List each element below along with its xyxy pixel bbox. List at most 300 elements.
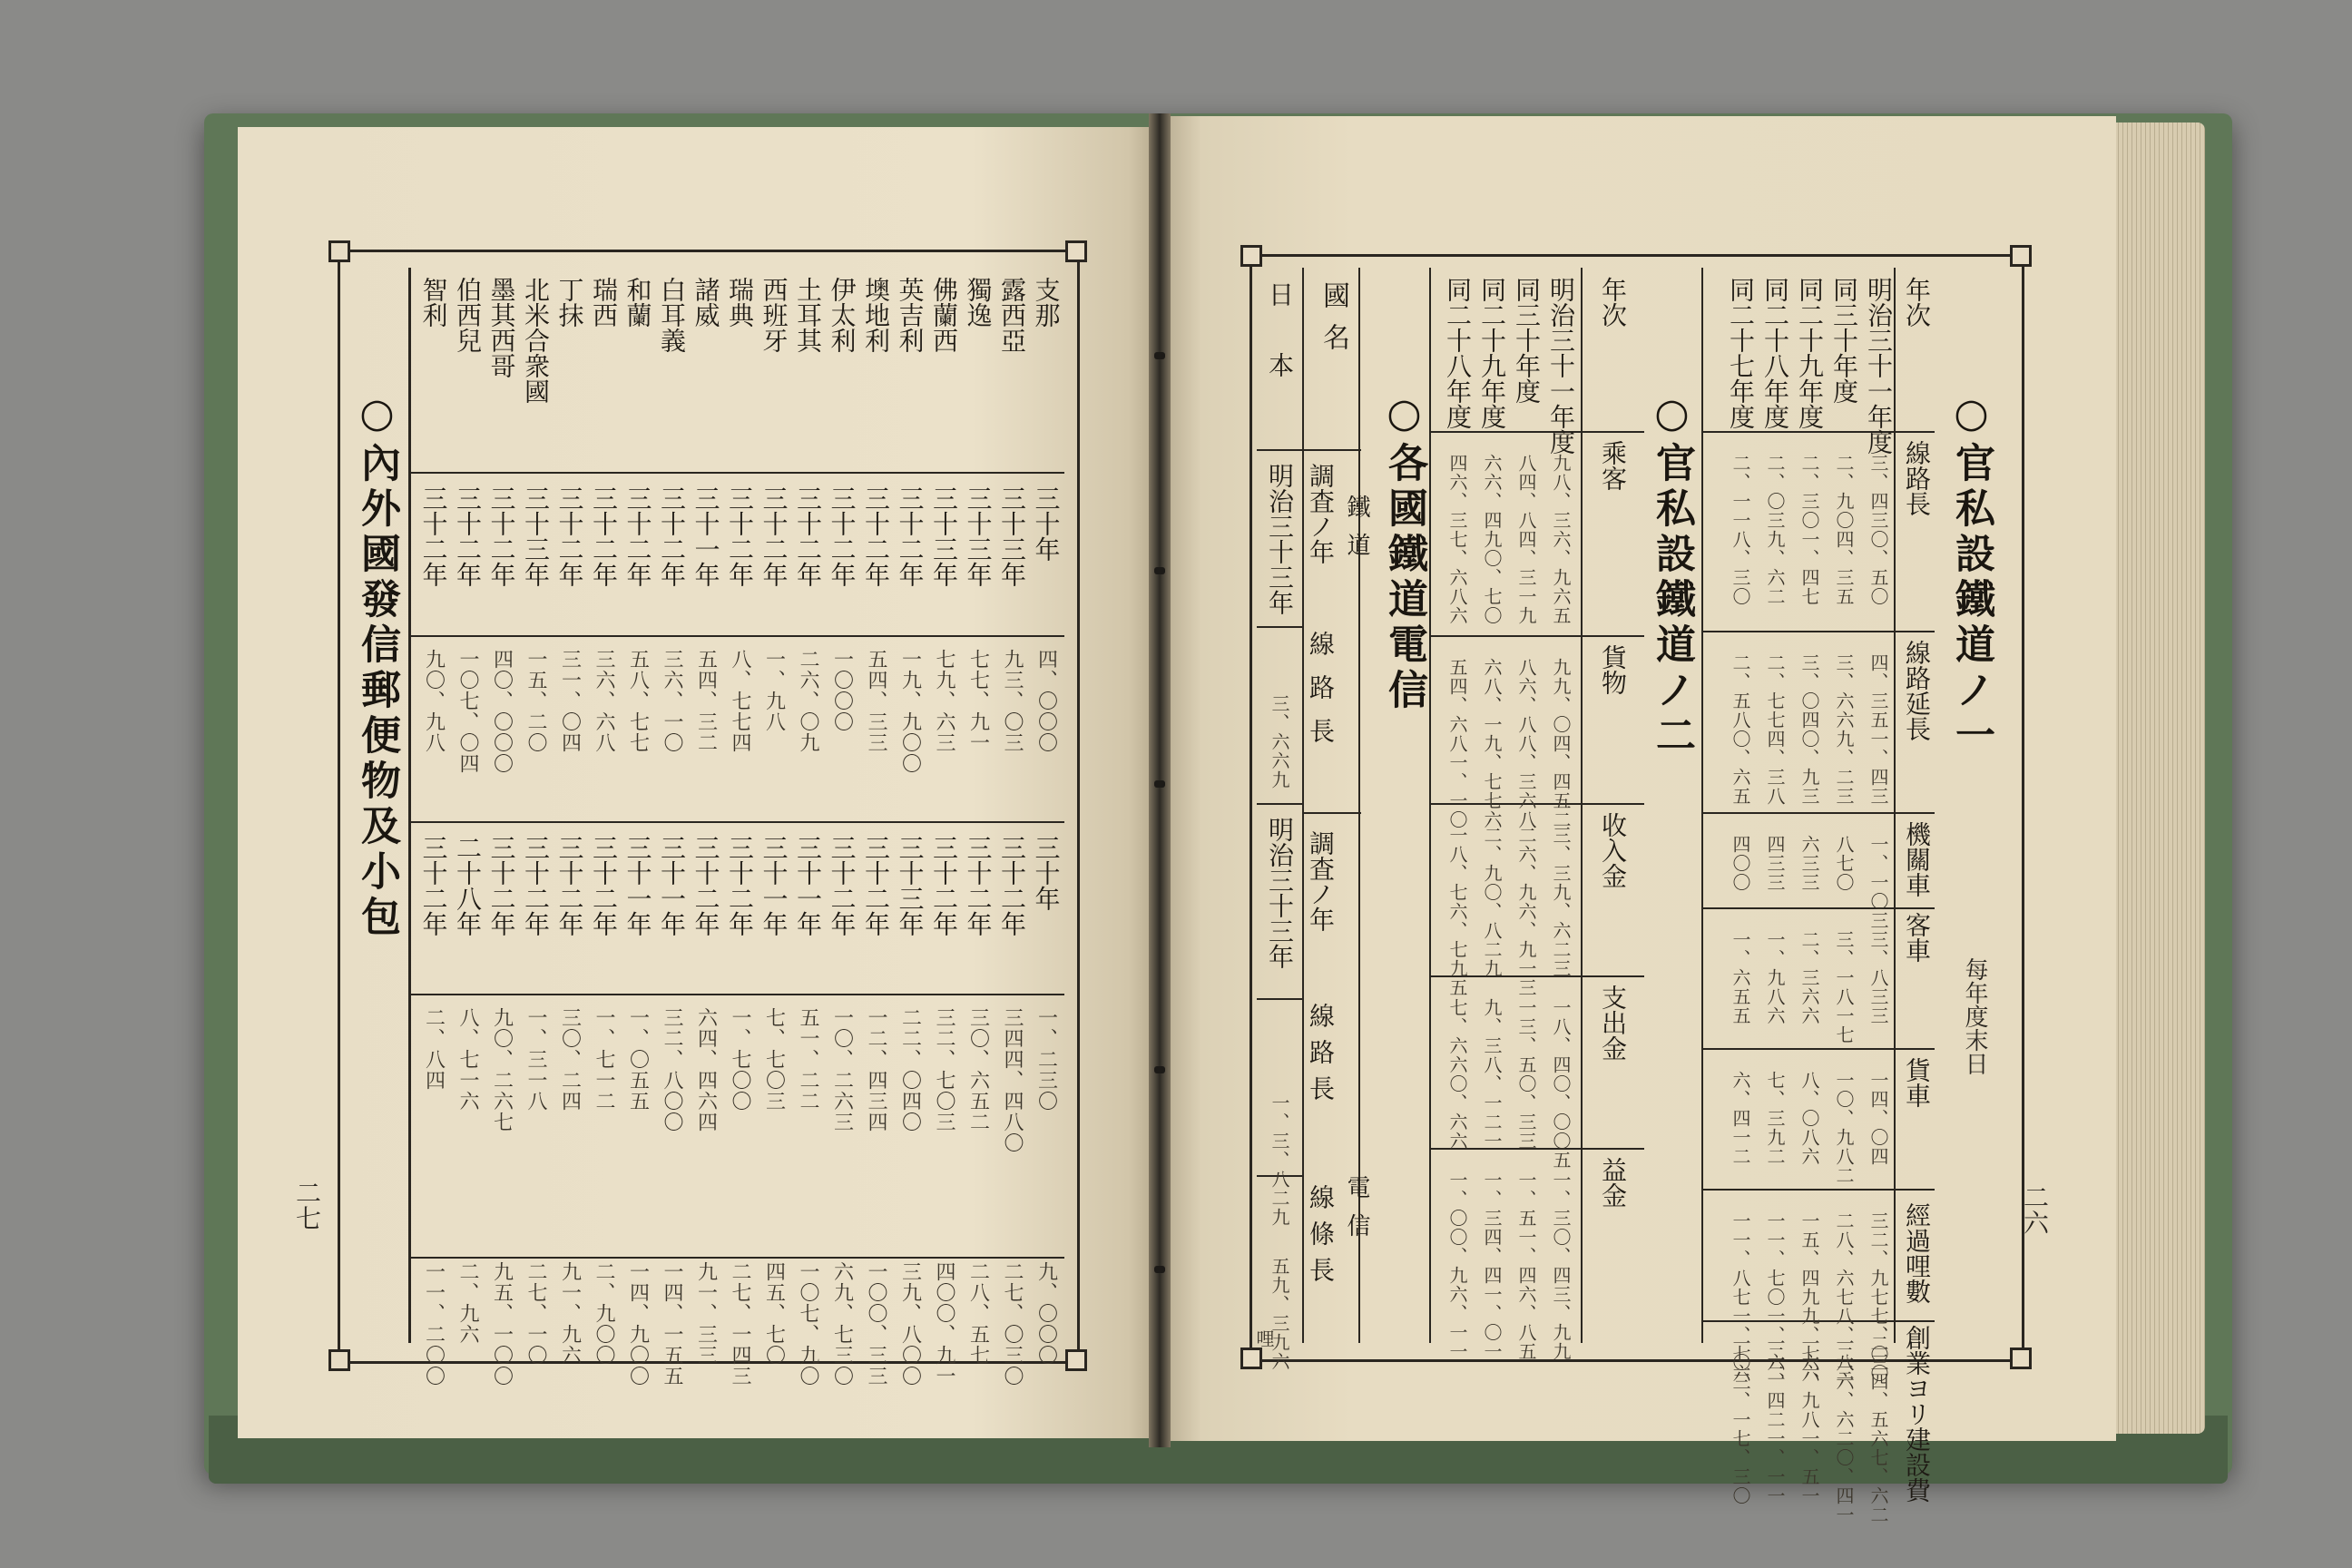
value-c: 二、九〇〇	[593, 1261, 615, 1366]
table1-col3-cell	[1759, 835, 1791, 892]
tel-wire-label: 線條長	[1306, 1184, 1336, 1293]
table1-col4-cell	[1828, 930, 1860, 1044]
frame-corner	[328, 240, 350, 262]
tel-survey-label: 調査ノ年	[1306, 830, 1336, 932]
table1-col3-cell	[1793, 835, 1826, 892]
survey-year-b-cell	[928, 835, 959, 936]
table2-col2-cell	[1544, 658, 1577, 829]
country-name: 露西亞	[997, 277, 1027, 353]
table1-col6: 二八、六七八、二三	[1833, 1211, 1855, 1383]
country-name: 智利	[418, 277, 449, 328]
value-a: 一、二三〇	[1034, 1007, 1058, 1112]
table2-col4-cell	[1441, 998, 1474, 1151]
table1-header-cell	[1898, 1057, 1935, 1108]
mail-table	[408, 268, 1064, 1387]
survey-year-a: 三十三年	[929, 485, 959, 587]
table2-header-cell	[1594, 1157, 1631, 1208]
table2-title: ○官私設鐵道ノ二	[1649, 390, 1695, 760]
value-a-cell	[588, 1007, 619, 1112]
country-name: 西班牙	[759, 277, 789, 353]
table2-col5-cell	[1544, 1171, 1577, 1361]
survey-year-b-cell	[827, 835, 858, 936]
table2-header-cell	[1594, 985, 1631, 1061]
value-c-cell	[554, 1261, 585, 1366]
survey-year-a-cell	[759, 485, 789, 587]
table1-col5: 一〇、九八二	[1833, 1071, 1855, 1185]
table2-col1-cell	[1544, 454, 1577, 625]
survey-year-a-cell	[928, 485, 959, 587]
country-name-cell	[963, 277, 994, 328]
table1-col7: 一〇三、一七、三〇	[1730, 1334, 1751, 1505]
country-name: 支那	[1031, 277, 1062, 328]
value-c: 一〇七、九〇	[797, 1261, 819, 1387]
table1-col5-cell	[1862, 1071, 1895, 1166]
country-name: 白耳義	[657, 277, 687, 353]
country-name: 丁抹	[554, 277, 585, 328]
table1-header-cell	[1898, 912, 1935, 963]
table2-col3-cell	[1544, 826, 1577, 978]
value-a: 七、七〇三	[762, 1007, 786, 1112]
survey-year-a-cell	[792, 485, 823, 587]
value-b: 五八、七七	[626, 649, 650, 753]
table1-col2-cell	[1828, 653, 1860, 806]
header-railway: 鐵道	[1343, 495, 1370, 571]
country-name-cell	[656, 277, 687, 353]
table2-col3: 二、九〇、八二九	[1481, 826, 1503, 978]
value-a-cell	[554, 1007, 585, 1112]
country-name: 諸威	[691, 277, 721, 328]
table1-col7-cell	[1828, 1334, 1860, 1524]
survey-year-b-cell	[759, 835, 789, 936]
table2-col1: 八四、八四、三一九	[1515, 454, 1537, 625]
table1-title: ○官私設鐵道ノ一	[1948, 390, 1994, 760]
table1-col4-cell	[1724, 930, 1757, 1025]
table2-col2-cell	[1441, 658, 1474, 829]
table2-col3-cell	[1441, 826, 1474, 997]
survey-year-b: 三十二年	[418, 835, 449, 936]
table1-col7: 二三四、五六七、六二	[1867, 1334, 1889, 1524]
table2-col5: 一、〇〇、九六、一一	[1446, 1171, 1468, 1361]
value-b-cell	[860, 649, 891, 753]
survey-year-b: 三十二年	[827, 835, 858, 936]
table2-year-cell	[1475, 277, 1508, 429]
table1-col6: 一一、七〇一、二二	[1764, 1211, 1786, 1383]
value-a: 一、七〇〇	[729, 1007, 751, 1112]
survey-year-b-cell	[656, 835, 687, 936]
survey-year-b: 三十二年	[521, 835, 551, 936]
country-name-cell	[452, 277, 483, 353]
stitch-hole	[1154, 567, 1165, 574]
tel-line-value: 一、三、八二九	[1269, 1093, 1290, 1227]
table1-col1-cell	[1862, 454, 1895, 606]
country-name-cell	[860, 277, 891, 353]
value-a: 三四四、四八〇	[1001, 1007, 1024, 1153]
table2-header-cell	[1594, 277, 1631, 328]
table1-col3-cell	[1724, 835, 1757, 892]
survey-year-a: 三十三年	[521, 485, 551, 587]
header-country-name: 國名	[1318, 281, 1349, 365]
rail-length-label: 線路長	[1306, 631, 1336, 761]
survey-year-a-cell	[656, 485, 687, 587]
country-name-cell	[622, 277, 653, 328]
value-c-cell	[418, 1261, 449, 1387]
survey-year-a: 三十年	[1031, 485, 1062, 562]
value-c: 二七、〇三〇	[1001, 1261, 1024, 1387]
table1-col1: 二、〇三九、六二	[1764, 454, 1786, 606]
table1-col4: 三、八三三	[1867, 930, 1889, 1025]
value-a: 三二、八〇〇	[661, 1007, 683, 1132]
table2-col3-cell	[1510, 826, 1543, 997]
value-a: 二、八四	[422, 1007, 446, 1091]
table1-col4: 一、六五五	[1730, 930, 1751, 1025]
country-name-cell	[486, 277, 517, 378]
survey-year-b: 三十二年	[589, 835, 619, 936]
table2-year-cell	[1544, 277, 1577, 455]
value-a: 三〇、六五二	[966, 1007, 990, 1132]
country-name-cell	[928, 277, 959, 353]
survey-year-b: 三十三年	[895, 835, 926, 936]
table2-year: 同三十年度	[1512, 277, 1542, 404]
survey-year-a-cell	[996, 485, 1027, 587]
table1-header: 經過哩數	[1902, 1202, 1932, 1304]
survey-year-b: 三十二年	[554, 835, 585, 936]
table1-header-cell	[1898, 440, 1935, 516]
table2-col1-cell	[1441, 454, 1474, 625]
value-a: 九〇、二六七	[490, 1007, 514, 1132]
value-c-cell	[792, 1261, 823, 1387]
table1-col7: 一六、九八一、五一	[1798, 1334, 1820, 1505]
survey-year-a-cell	[691, 485, 721, 587]
table1-col2: 二、五八〇、六五	[1730, 653, 1751, 806]
table1-col2: 二、七七四、三八	[1764, 653, 1786, 806]
value-c: 三九、八〇〇	[898, 1261, 922, 1387]
left-page-title: ○內外國發信郵便物及小包	[354, 390, 400, 941]
table2-year-cell	[1510, 277, 1543, 404]
stitch-hole	[1154, 780, 1165, 788]
table1-header-cell	[1898, 821, 1935, 897]
table2-col2-cell	[1510, 658, 1543, 829]
survey-year-b-cell	[486, 835, 517, 936]
value-b: 一〇〇〇	[830, 649, 854, 732]
survey-year-a: 三十二年	[725, 485, 755, 587]
country-name-cell	[691, 277, 721, 328]
table1-year: 明治三十一年度	[1864, 277, 1894, 455]
table2-header-cell	[1594, 644, 1631, 695]
table2-header: 貨物	[1598, 644, 1628, 695]
survey-year-a-cell	[554, 485, 585, 587]
value-a-cell	[656, 1007, 687, 1132]
survey-year-b-cell	[554, 835, 585, 936]
country-name-cell	[588, 277, 619, 328]
table1-header: 創業ヨリ建設費	[1902, 1325, 1932, 1503]
table1-col1: 二、九〇四、三五	[1833, 454, 1855, 606]
value-c: 一四、九〇〇	[626, 1261, 650, 1387]
survey-year-b: 三十二年	[997, 835, 1027, 936]
value-a-cell	[452, 1007, 483, 1112]
table1-col6: 三二、九七七、〇〇	[1867, 1211, 1889, 1383]
country-name-cell	[1031, 277, 1062, 328]
table2-col3: 二六、九六、九一三	[1515, 826, 1537, 997]
value-b-cell	[656, 649, 687, 753]
survey-year-a: 三十二年	[486, 485, 517, 587]
value-a: 一、七一二	[593, 1007, 615, 1112]
survey-year-a-cell	[622, 485, 653, 587]
value-a: 五一、二二	[797, 1007, 819, 1112]
value-b-cell	[895, 649, 926, 774]
country-name-cell	[827, 277, 858, 353]
table1-header-cell	[1898, 277, 1935, 328]
table2-col5: 一、三〇、四三、九九	[1550, 1171, 1572, 1361]
survey-year-a: 三十二年	[793, 485, 823, 587]
table1-col2-cell	[1862, 653, 1895, 806]
table2-col4: 九、三八、一二一	[1481, 998, 1503, 1151]
table1-header: 線路長	[1902, 440, 1932, 516]
value-b: 五四、三二	[694, 649, 718, 753]
table1-col1: 三、四三〇、五〇	[1867, 454, 1889, 606]
table2-col4-cell	[1475, 998, 1508, 1151]
table1-header: 線路延長	[1902, 640, 1932, 741]
table2-year: 明治三十一年度	[1546, 277, 1576, 455]
country-name: 伯西兒	[453, 277, 483, 353]
value-c-cell	[588, 1261, 619, 1366]
survey-year-a-cell	[588, 485, 619, 587]
value-a-cell	[520, 1007, 551, 1112]
survey-year-a: 三十三年	[997, 485, 1027, 587]
table1-col2-cell	[1793, 653, 1826, 806]
frame-corner	[328, 1349, 350, 1371]
country-name-cell	[724, 277, 755, 328]
table2-col5: 一、三四、四一、〇一	[1481, 1171, 1503, 1361]
table2-header: 年次	[1598, 277, 1628, 328]
table2-col1: 四六、三七、六八六	[1446, 454, 1468, 625]
table1-col7: 一八六、六二〇、四一	[1833, 1334, 1855, 1524]
frame-corner	[1240, 245, 1262, 267]
page-edges	[2114, 122, 2205, 1434]
survey-year-a-cell	[895, 485, 926, 587]
table1-year: 同三十年度	[1829, 277, 1859, 404]
stitch-hole	[1154, 352, 1165, 359]
value-a-cell	[486, 1007, 517, 1132]
value-b-cell	[418, 649, 449, 753]
value-c-cell	[827, 1261, 858, 1387]
table1-col5: 八、〇八六	[1798, 1071, 1820, 1166]
value-c: 二七、一四三	[729, 1261, 751, 1387]
value-c: 一四、一五五	[661, 1261, 683, 1387]
tel-line-label: 線路長	[1306, 1003, 1336, 1112]
survey-year-b-cell	[588, 835, 619, 936]
survey-year-a: 三十二年	[895, 485, 926, 587]
country-name-cell	[996, 277, 1027, 353]
table1-header: 機關車	[1902, 821, 1932, 897]
table2-col5: 一、五一、四六、八五	[1515, 1171, 1537, 1361]
value-c-cell	[895, 1261, 926, 1387]
value-c-cell	[452, 1261, 483, 1345]
tel-survey-year: 明治三十三年	[1265, 817, 1295, 969]
survey-year-b: 三十二年	[486, 835, 517, 936]
frame-corner	[1065, 1349, 1087, 1371]
table1-col5-cell	[1759, 1071, 1791, 1166]
value-a-cell	[996, 1007, 1027, 1153]
survey-year-b: 三十二年	[725, 835, 755, 936]
table2-col4: 七、六六〇、六六	[1446, 998, 1468, 1151]
table1-col5-cell	[1828, 1071, 1860, 1185]
value-a: 三〇、二四	[558, 1007, 582, 1112]
value-c: 九、〇〇〇	[1034, 1261, 1058, 1366]
frame-corner	[2010, 1348, 2032, 1369]
survey-year-a-cell	[486, 485, 517, 587]
value-b: 四、〇〇〇	[1034, 649, 1058, 753]
value-b: 八、七七四	[729, 649, 751, 753]
rail-telegraph-table	[1253, 268, 1370, 1371]
value-b: 七九、六三	[933, 649, 956, 753]
survey-year-a: 三十二年	[827, 485, 858, 587]
table1-col6: 一一、八七一、七六	[1730, 1211, 1751, 1383]
table1-col3-cell	[1862, 835, 1895, 930]
table1-col5-cell	[1724, 1071, 1757, 1166]
value-c: 二七、一〇	[524, 1261, 547, 1366]
table2-col4: 一三、五〇、三三	[1515, 998, 1537, 1151]
rail-table-1	[1701, 268, 1935, 1524]
country-name-cell	[759, 277, 789, 353]
value-a: 一二、四三四	[865, 1007, 887, 1132]
table1-col4: 三、一八一七	[1833, 930, 1855, 1044]
country-name: 土耳其	[793, 277, 823, 353]
value-c-cell	[622, 1261, 653, 1387]
value-b-cell	[996, 649, 1027, 753]
table3-title: ○各國鐵道電信	[1381, 390, 1427, 714]
table2-col2: 九九、〇四、四五二	[1550, 658, 1572, 829]
table1-year: 同二十八年度	[1760, 277, 1790, 429]
table1-col7-cell	[1793, 1334, 1826, 1505]
value-a-cell	[759, 1007, 789, 1112]
frame-corner	[1240, 1348, 1262, 1369]
table1-col3: 四三三	[1764, 835, 1786, 892]
value-c-cell	[963, 1261, 994, 1366]
table2-col4-cell	[1544, 998, 1577, 1170]
value-b-cell	[520, 649, 551, 753]
value-c: 一〇〇、三三	[865, 1261, 887, 1387]
survey-year-a-cell	[860, 485, 891, 587]
table2-header-cell	[1594, 812, 1631, 888]
value-c-cell	[520, 1261, 551, 1366]
survey-year-b: 三十一年	[657, 835, 687, 936]
table2-col5-cell	[1510, 1171, 1543, 1361]
header-telegraph: 電信	[1343, 1175, 1370, 1251]
survey-year-b-cell	[996, 835, 1027, 936]
survey-year-b-cell	[520, 835, 551, 936]
value-a-cell	[1031, 1007, 1062, 1112]
table1-col3: 四〇〇	[1730, 835, 1751, 892]
table2-col5-cell	[1475, 1171, 1508, 1361]
value-c: 二八、五七	[966, 1261, 990, 1366]
table2-header: 益金	[1598, 1157, 1628, 1208]
survey-year-b-cell	[418, 835, 449, 936]
table2-col1: 六六、四九〇、七〇	[1481, 454, 1503, 625]
stitch-hole	[1154, 1266, 1165, 1273]
value-b: 四〇、〇〇〇	[490, 649, 514, 774]
table1-col4: 一、九八六	[1764, 930, 1786, 1025]
table1-col2-cell	[1724, 653, 1757, 806]
table1-col4-cell	[1759, 930, 1791, 1025]
value-a-cell	[691, 1007, 721, 1132]
survey-year-b: 三十二年	[963, 835, 994, 936]
rail-length-value: 三、六六九	[1269, 694, 1290, 789]
tel-wire-value: 五九、三九六	[1269, 1257, 1290, 1371]
survey-year-b: 三十年	[1031, 835, 1062, 911]
table1-year-cell	[1828, 277, 1860, 404]
value-c-cell	[691, 1261, 721, 1366]
table1-year-cell	[1793, 277, 1826, 429]
survey-year-b-cell	[963, 835, 994, 936]
value-b: 一、九八	[762, 649, 786, 732]
value-c: 九五、一〇〇	[490, 1261, 514, 1387]
value-c: 二、九六	[456, 1261, 479, 1345]
value-c-cell	[724, 1261, 755, 1387]
table2-col2: 六八、一九、七七六	[1481, 658, 1503, 829]
table1-header: 客車	[1902, 912, 1932, 963]
value-b: 二六、〇九	[797, 649, 819, 753]
table1-col4-cell	[1862, 930, 1895, 1025]
table1-header-cell	[1898, 640, 1935, 741]
value-a: 三二、七〇三	[933, 1007, 956, 1132]
table1-col5: 一四、〇四	[1867, 1071, 1889, 1166]
country-name: 墺地利	[861, 277, 891, 353]
table1-col7: 一六、四二一、一一	[1764, 1334, 1786, 1505]
value-b-cell	[691, 649, 721, 753]
value-c: 一一、二〇〇	[422, 1261, 446, 1387]
table1-col2-cell	[1759, 653, 1791, 806]
table2-col5-cell	[1441, 1171, 1474, 1361]
survey-year-b: 三十二年	[861, 835, 891, 936]
table2-year: 同二十八年度	[1443, 277, 1473, 429]
survey-year-b-cell	[792, 835, 823, 936]
table1-year: 同二十九年度	[1795, 277, 1825, 429]
survey-year-b-cell	[452, 835, 483, 936]
value-b-cell	[452, 649, 483, 774]
value-b-cell	[554, 649, 585, 753]
value-b: 三六、一〇	[661, 649, 683, 753]
right-page-number: 二六	[2020, 1184, 2050, 1235]
value-c-cell	[860, 1261, 891, 1387]
survey-year-b: 三十一年	[793, 835, 823, 936]
table1-year: 同二十七年度	[1726, 277, 1756, 429]
survey-year-a: 三十二年	[861, 485, 891, 587]
value-c: 四〇〇、九一	[933, 1261, 956, 1387]
country-name: 獨逸	[963, 277, 994, 328]
table2-col2-cell	[1475, 658, 1508, 829]
survey-year-a: 三十二年	[418, 485, 449, 587]
value-b-cell	[928, 649, 959, 753]
survey-year-b-cell	[724, 835, 755, 936]
rail-table-2	[1429, 268, 1644, 1361]
survey-year-a-cell	[1031, 485, 1062, 562]
table1-header-cell	[1898, 1325, 1935, 1503]
survey-year-a-cell	[418, 485, 449, 587]
table1-col4-cell	[1793, 930, 1826, 1025]
value-b-cell	[588, 649, 619, 753]
country-name-cell	[554, 277, 585, 328]
value-a-cell	[928, 1007, 959, 1132]
survey-year-a-cell	[452, 485, 483, 587]
table1-col7-cell	[1862, 1334, 1895, 1524]
table2-col1-cell	[1510, 454, 1543, 625]
country-name-cell	[895, 277, 926, 353]
value-b-cell	[486, 649, 517, 774]
table2-header: 收入金	[1598, 812, 1628, 888]
value-b: 一〇七、〇四	[456, 649, 479, 774]
table1-year-cell	[1862, 277, 1895, 455]
table1-col1-cell	[1759, 454, 1791, 606]
